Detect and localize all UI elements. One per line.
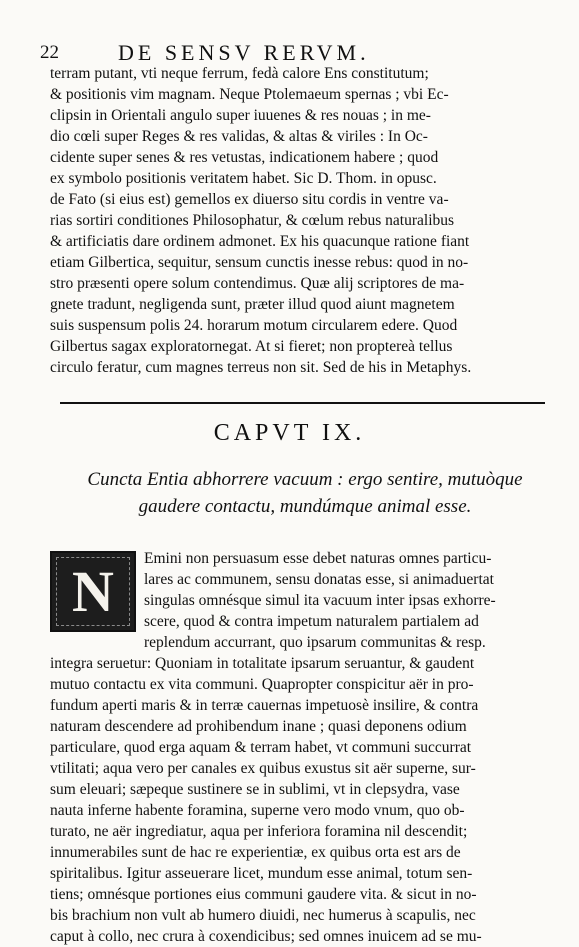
text-line: terram putant, vti neque ferrum, fedà calore Ens constitutum;: [50, 65, 429, 82]
text-line: fundum aperti maris & in terræ cauernas impetuosè insilire, & contra: [50, 697, 479, 714]
text-line: de Fato (si eius est) gemellos ex diuerso situ cordis in ventre va-: [50, 191, 449, 208]
text-line: stro præsenti opere solum contendimus. Quæ alij scriptores de ma-: [50, 275, 465, 292]
text-line: ex symbolo positionis veritatem habet. Sic D. Thom. in opusc.: [50, 170, 437, 187]
page-number: 22: [40, 42, 59, 63]
running-title: DE SENSV RERVM.: [118, 40, 370, 65]
text-line: rias sortiri conditiones Philosophatur, & cœlum rebus naturalibus: [50, 212, 455, 229]
text-line: mutuo contactu ex vita communi. Quapropter conspicitur aër in pro-: [50, 676, 474, 693]
text-line: spiritalibus. Igitur asseuerare licet, mundum esse animal, totum sen-: [50, 865, 473, 882]
text-line: caput à collo, nec crura à coxendicibus; sed omnes inuicem ad se mu-: [50, 928, 482, 945]
subtitle-line: Cuncta Entia abhorrere vacuum : ergo sentire, mutuòque: [87, 469, 523, 490]
subtitle-line: gaudere contactu, mundúmque animal esse.: [138, 496, 472, 517]
text-line: & artificiatis dare ordinem admonet. Ex his quacunque ratione fiant: [50, 233, 470, 250]
text-line: & positionis vim magnam. Neque Ptolemaeum spernas ; vbi Ec-: [50, 86, 449, 103]
text-line: clipsin in Orientali angulo super iuuenes & res nouas ; in me-: [50, 107, 431, 124]
text-line: bis brachium non vult ab humero diuidi, nec humerus à scapulis, nec: [50, 907, 476, 924]
text-line: Emini non persuasum esse debet naturas omnes particu-: [144, 550, 492, 567]
text-line: lares ac communem, sensu donatas esse, si animaduertat: [144, 571, 494, 588]
text-line: naturam descendere ad prohibendum inane ; quasi deponens odium: [50, 718, 467, 735]
text-line: vtilitati; aqua vero per canales ex quibus exustus sit aër superne, sur-: [50, 760, 476, 777]
section-divider: [60, 402, 545, 404]
text-line: suis suspensum polis 24. horarum motum circularem edere. Quod: [50, 317, 458, 334]
text-line: cidente super senes & res vetustas, indicationem habere ; quod: [50, 149, 439, 166]
text-line: tiens; omnésque portiones eius communi gaudere vita. & sicut in no-: [50, 886, 477, 903]
text-line: integra seruetur: Quoniam in totalitate ipsarum seruantur, & gaudent: [50, 655, 475, 672]
text-line: sum eleuari; sæpeque sustinere se in sublimi, vt in clepsydra, vase: [50, 781, 460, 798]
text-line: singulas omnésque simul ita vacuum inter ipsas exhorre-: [144, 592, 496, 609]
text-line: etiam Gilbertica, sequitur, sensum cunctis inesse rebus: quod in no-: [50, 254, 469, 271]
text-line: scere, quod & contra impetum naturalem partialem ad: [144, 613, 479, 630]
chapter-subtitle: [55, 466, 555, 520]
text-line: particulare, quod erga aquam & terram habet, vt communi succurrat: [50, 739, 472, 756]
chapter-title: CAPVT IX.: [213, 420, 366, 446]
text-line: replendum accurrant, quo ipsarum communitas & resp.: [144, 634, 486, 651]
text-line: gnete tradunt, negligenda sunt, præter illud quod aiunt magnetem: [50, 296, 455, 313]
paragraph-body: [50, 548, 496, 947]
text-line: turato, ne aër ingrediatur, aqua per inferiora foramina nil descendit;: [50, 823, 468, 840]
drop-cap-letter: N: [72, 558, 114, 624]
text-line: innumerabiles sunt de hac re experientiæ, ex quibus orta est ars de: [50, 844, 461, 861]
text-line: nauta inferne habente foramina, superne vero modo vnum, quo ob-: [50, 802, 465, 819]
text-line: circulo feratur, cum magnes terreus non sit. Sed de his in Metaphys.: [50, 359, 472, 376]
text-line: dio cœli super Reges & res validas, & altas & viriles : In Oc-: [50, 128, 428, 145]
paragraph-continuation: [50, 63, 471, 378]
text-line: Gilbertus sagax exploratornegat. At si fieret; non proptereà tellus: [50, 338, 453, 355]
